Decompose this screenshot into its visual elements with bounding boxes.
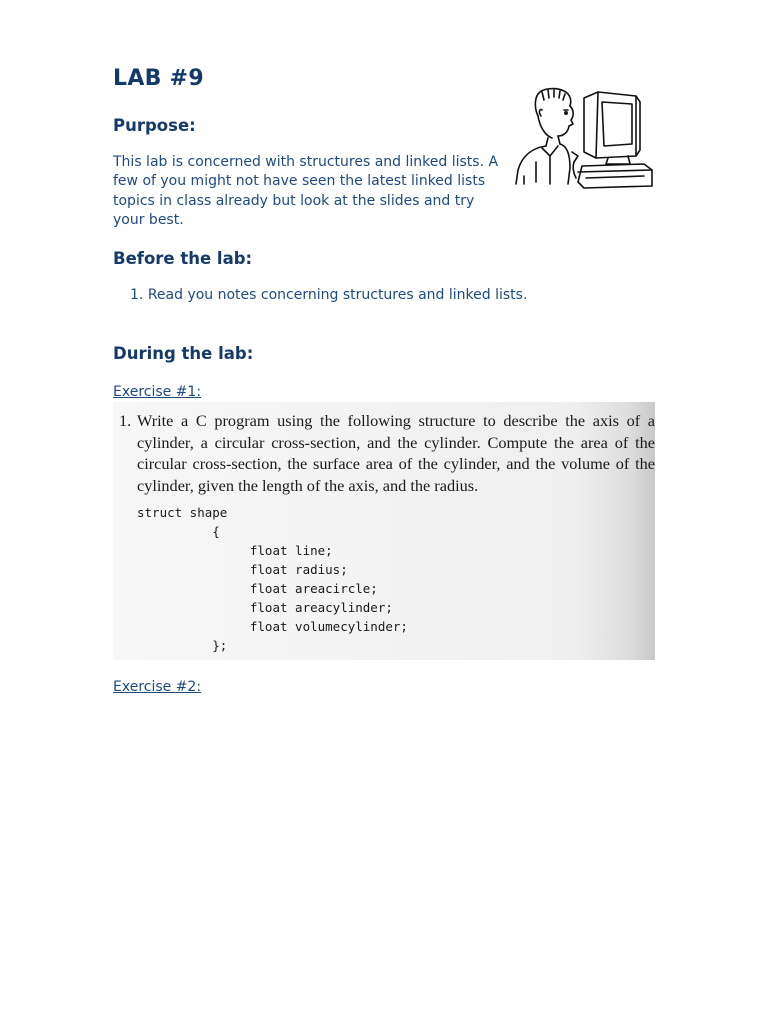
exercise-1-link[interactable]: Exercise #1: [113,384,202,400]
list-item-number: 1. [130,287,144,303]
before-lab-heading: Before the lab: [113,249,253,268]
person-at-computer-icon [512,86,654,190]
code-line: { [137,524,220,539]
code-line: struct shape [137,505,228,520]
purpose-paragraph: This lab is concerned with structures and linked lists. A few of you might not have seen the latest linked lists topics in class already but look at the slides and try your best. [113,154,499,228]
exercise-2-link[interactable]: Exercise #2: [113,679,202,695]
code-line: }; [137,638,228,653]
purpose-heading: Purpose: [113,116,196,135]
page-title: LAB #9 [113,66,205,91]
list-item [130,287,527,303]
exercise-1-number: 1. [119,411,132,430]
code-line: float volumecylinder; [137,619,408,634]
during-lab-heading: During the lab: [113,344,254,363]
code-line: float radius; [137,562,348,577]
code-line: float areacircle; [137,581,378,596]
exercise-1-statement [119,410,655,496]
list-item-text: Read you notes concerning structures and linked lists. [147,287,528,303]
exercise-1-scanned-image [113,402,655,660]
code-line: float line; [137,543,333,558]
struct-code-block [137,503,408,655]
before-lab-list [130,287,527,303]
exercise-1-text: Write a C program using the following structure to describe the axis of a cylinder, a circular cross-section, and the cylinder. Compute the area of the circular cross-section, the surface area of the cylinder, and the volume of the cylinder, given the length of the axis, and the radius. [137,411,655,495]
code-line: float areacylinder; [137,600,393,615]
